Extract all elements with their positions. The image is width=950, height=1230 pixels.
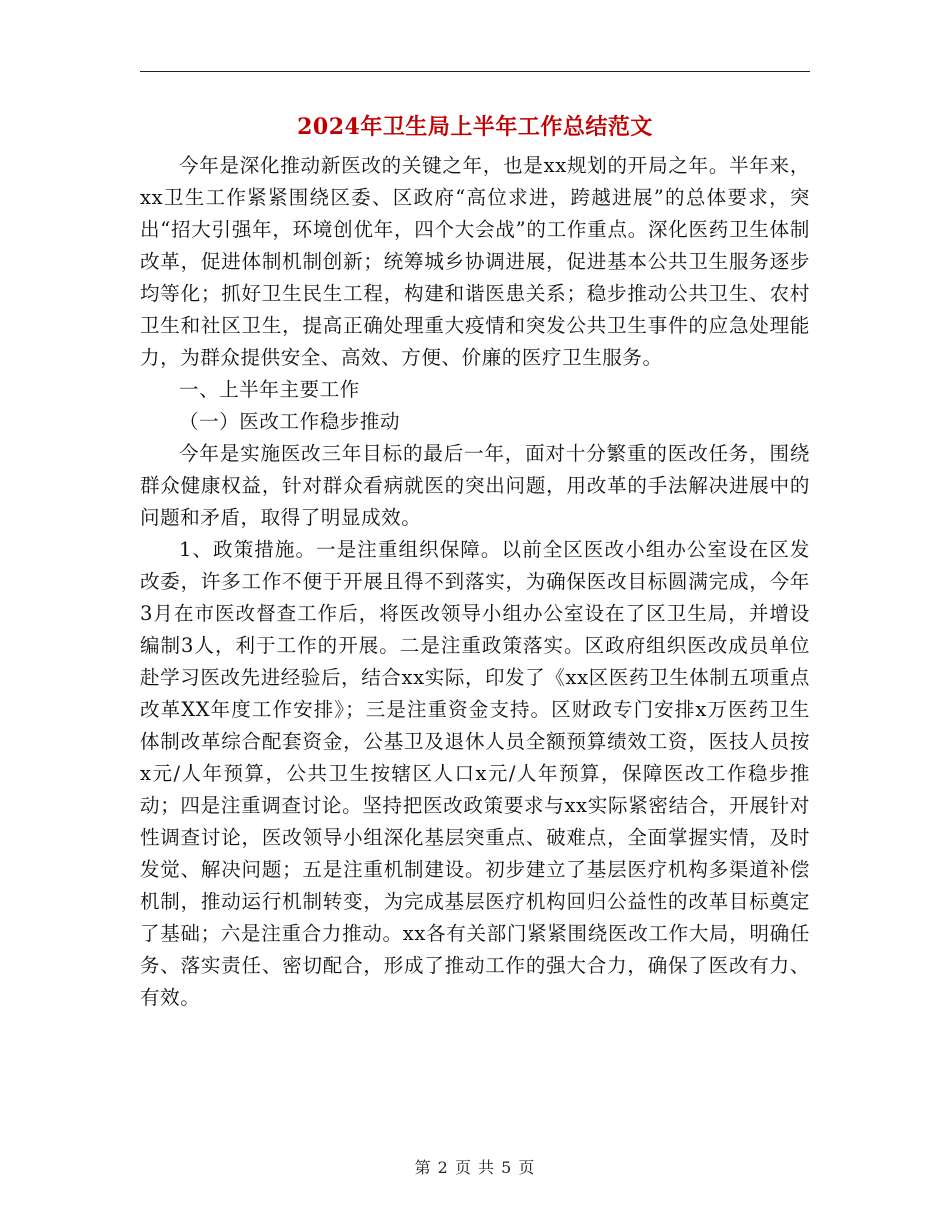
paragraph-intro: 今年是深化推动新医改的关键之年，也是xx规划的开局之年。半年来，xx卫生工作紧紧围绕区委、区政府“高位求进，跨越进展”的总体要求，突出“招大引强年，环境创优年，四个大会战”的工作重点。深化医药卫生体制改革，促进体制机制创新；统筹城乡协调进展，促进基本公共卫生服务逐步均等化；抓好卫生民生工程，构建和谐医患关系；稳步推动公共卫生、农村卫生和社区卫生，提高正确处理重大疫情和突发公共卫生事件的应急处理能力，为群众提供安全、高效、方便、价廉的医疗卫生服务。	[140, 154, 810, 369]
page-number-footer: 第 2 页 共 5 页	[414, 1158, 536, 1177]
subsection-heading: （一）医改工作稳步推动	[179, 410, 401, 433]
paragraph-reform-overview: 今年是实施医改三年目标的最后一年，面对十分繁重的医改任务，围绕群众健康权益，针对群众看病就医的突出问题，用改革的手法解决进展中的问题和矛盾，取得了明显成效。	[140, 442, 810, 529]
header-rule	[140, 71, 810, 72]
document-body	[140, 150, 810, 1014]
paragraph-policy-measures: 1、政策措施。一是注重组织保障。以前全区医改小组办公室设在区发改委，许多工作不便于开展且得不到落实，为确保医改目标圆满完成，今年3月在市医改督查工作后，将医改领导小组办公室设在了区卫生局，并增设编制3人，利于工作的开展。二是注重政策落实。区政府组织医改成员单位赴学习医改先进经验后，结合xx实际，印发了《xx区医药卫生体制五项重点改革XX年度工作安排》；三是注重资金支持。区财政专门安排x万医药卫生体制改革综合配套资金，公基卫及退休人员全额预算绩效工资，医技人员按x元/人年预算，公共卫生按辖区人口x元/人年预算，保障医改工作稳步推动；四是注重调查讨论。坚持把医改政策要求与xx实际紧密结合，开展针对性调查讨论，医改领导小组深化基层突重点、破难点，全面掌握实情，及时发觉、解决问题；五是注重机制建设。初步建立了基层医疗机构多渠道补偿机制，推动运行机制转变，为完成基层医疗机构回归公益性的改革目标奠定了基础；六是注重合力推动。xx各有关部门紧紧围绕医改工作大局，明确任务、落实责任、密切配合，形成了推动工作的强大合力，确保了医改有力、有效。	[140, 538, 810, 1009]
document-title: 2024年卫生局上半年工作总结范文	[297, 114, 653, 140]
section-heading: 一、上半年主要工作	[179, 378, 360, 401]
